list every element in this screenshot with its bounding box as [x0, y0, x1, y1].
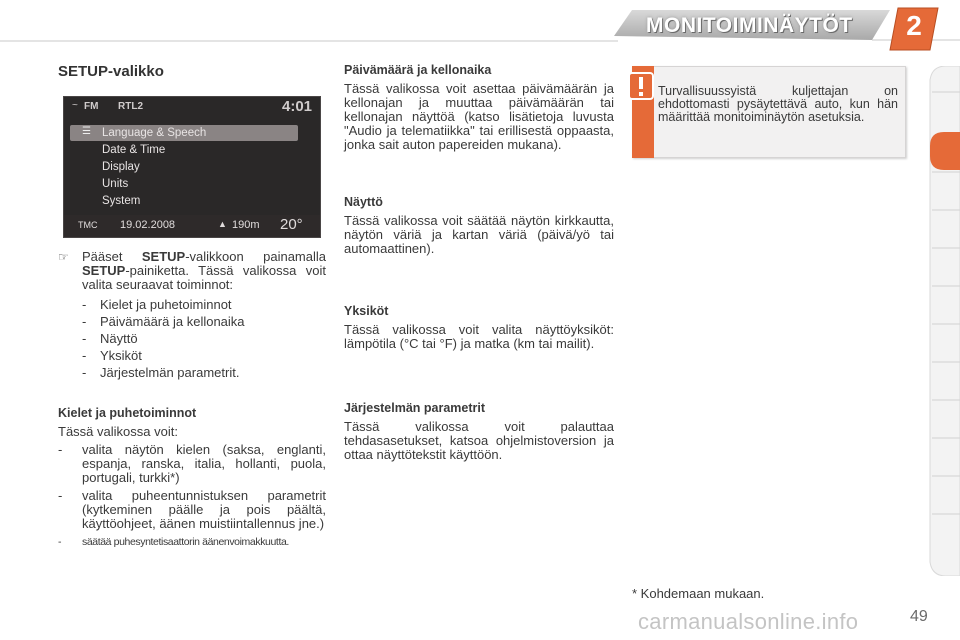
exclamation-warning-icon	[626, 72, 656, 100]
chapter-side-tabs[interactable]	[926, 66, 960, 576]
jarjestelma-section	[344, 401, 614, 462]
list-item: - Yksiköt	[82, 349, 326, 363]
screen-band: FM	[84, 101, 99, 112]
screen-bottom-bar	[64, 215, 320, 237]
section-title: SETUP-valikko	[58, 63, 164, 80]
kielet-heading: Kielet ja puhetoiminnot	[58, 406, 197, 420]
footnote: * Kohdemaan mukaan.	[632, 586, 765, 601]
intro-text: Pääset SETUP-valikkoon painamalla SETUP-painiketta. Tässä valikossa voit valita seuraavat toiminnot:	[82, 249, 326, 292]
list-item: - Kielet ja puhetoiminnot	[82, 298, 326, 312]
paivamaara-section	[344, 63, 614, 152]
warning-text: Turvallisuussyistä kuljettajan on ehdottomasti pysäytettävä auto, kun hän määrittää monitoiminäytön asetuksia.	[658, 84, 898, 124]
screen-status-bar	[64, 97, 320, 115]
page-number: 49	[910, 608, 928, 625]
paivamaara-heading: Päivämäärä ja kellonaika	[344, 63, 492, 77]
kielet-section	[58, 406, 326, 553]
screen-menu-item: Display	[102, 161, 140, 173]
watermark: carmanualsonline.info	[638, 609, 859, 634]
kielet-list	[58, 443, 326, 549]
setup-functions-list	[82, 298, 326, 380]
chapter-title: MONITOIMINÄYTÖT	[646, 14, 853, 37]
screen-menu-item: System	[102, 195, 141, 207]
naytto-section	[344, 195, 614, 256]
screen-distance: 190m	[232, 219, 260, 231]
setup-screen-image	[63, 96, 321, 238]
screen-menu-item: Units	[102, 178, 129, 190]
speech-icon: ☰	[82, 126, 91, 137]
yksikot-heading: Yksiköt	[344, 304, 389, 318]
naytto-text: Tässä valikossa voit säätää näytön kirkkautta, näytön väriä ja kartan väriä (päivä/yö tai automaattinen).	[344, 213, 614, 256]
jarjestelma-text: Tässä valikossa voit palauttaa tehdasasetukset, katsoa ohjelmistoversion ja ottaa näyttötekstit käyttöön.	[344, 419, 614, 462]
hand-pointer-icon: ☞	[58, 250, 69, 264]
kielet-intro: Tässä valikossa voit:	[58, 424, 178, 439]
screen-tmc: TMC	[78, 220, 98, 230]
setup-intro	[58, 250, 326, 383]
screen-menu-item: Language & Speech	[102, 127, 207, 139]
screen-station: RTL2	[118, 101, 143, 112]
screen-temperature: 20°	[280, 216, 303, 233]
naytto-heading: Näyttö	[344, 195, 383, 209]
list-item: - valita näytön kielen (saksa, englanti, espanja, ranska, italia, hollanti, puola, portugali, turkki*)	[58, 443, 326, 485]
paivamaara-text: Tässä valikossa voit asettaa päivämäärän ja kellonajan ja muuttaa päivämäärän tai kellonajan näyttöä (katso lisätietoja luvusta "Audio ja telematiikka" tai erillisestä oppaasta, jonka sait auton papereiden mukana).	[344, 81, 614, 152]
jarjestelma-heading: Järjestelmän parametrit	[344, 401, 486, 415]
list-item: - valita puheentunnistuksen parametrit (kytkeminen päälle ja pois päältä, käyttöohjeet, äänen muistiintallennus jne.)	[58, 489, 326, 531]
list-item: - säätää puhesyntetisaattorin äänenvoimakkuutta.	[58, 535, 326, 549]
list-item: - Järjestelmän parametrit.	[82, 366, 326, 380]
arrow-up-icon: ▲	[218, 219, 227, 229]
list-item: - Päivämäärä ja kellonaika	[82, 315, 326, 329]
chapter-number: 2	[906, 10, 922, 41]
list-item: - Näyttö	[82, 332, 326, 346]
yksikot-text: Tässä valikossa voit valita näyttöyksiköt: lämpötila (°C tai °F) ja matka (km tai mailit).	[344, 322, 614, 351]
yksikot-section	[344, 304, 614, 351]
screen-menu-item: Date & Time	[102, 144, 166, 156]
screen-date: 19.02.2008	[120, 219, 176, 231]
radio-wave-icon: ~	[72, 100, 78, 111]
screen-clock: 4:01	[282, 98, 313, 115]
